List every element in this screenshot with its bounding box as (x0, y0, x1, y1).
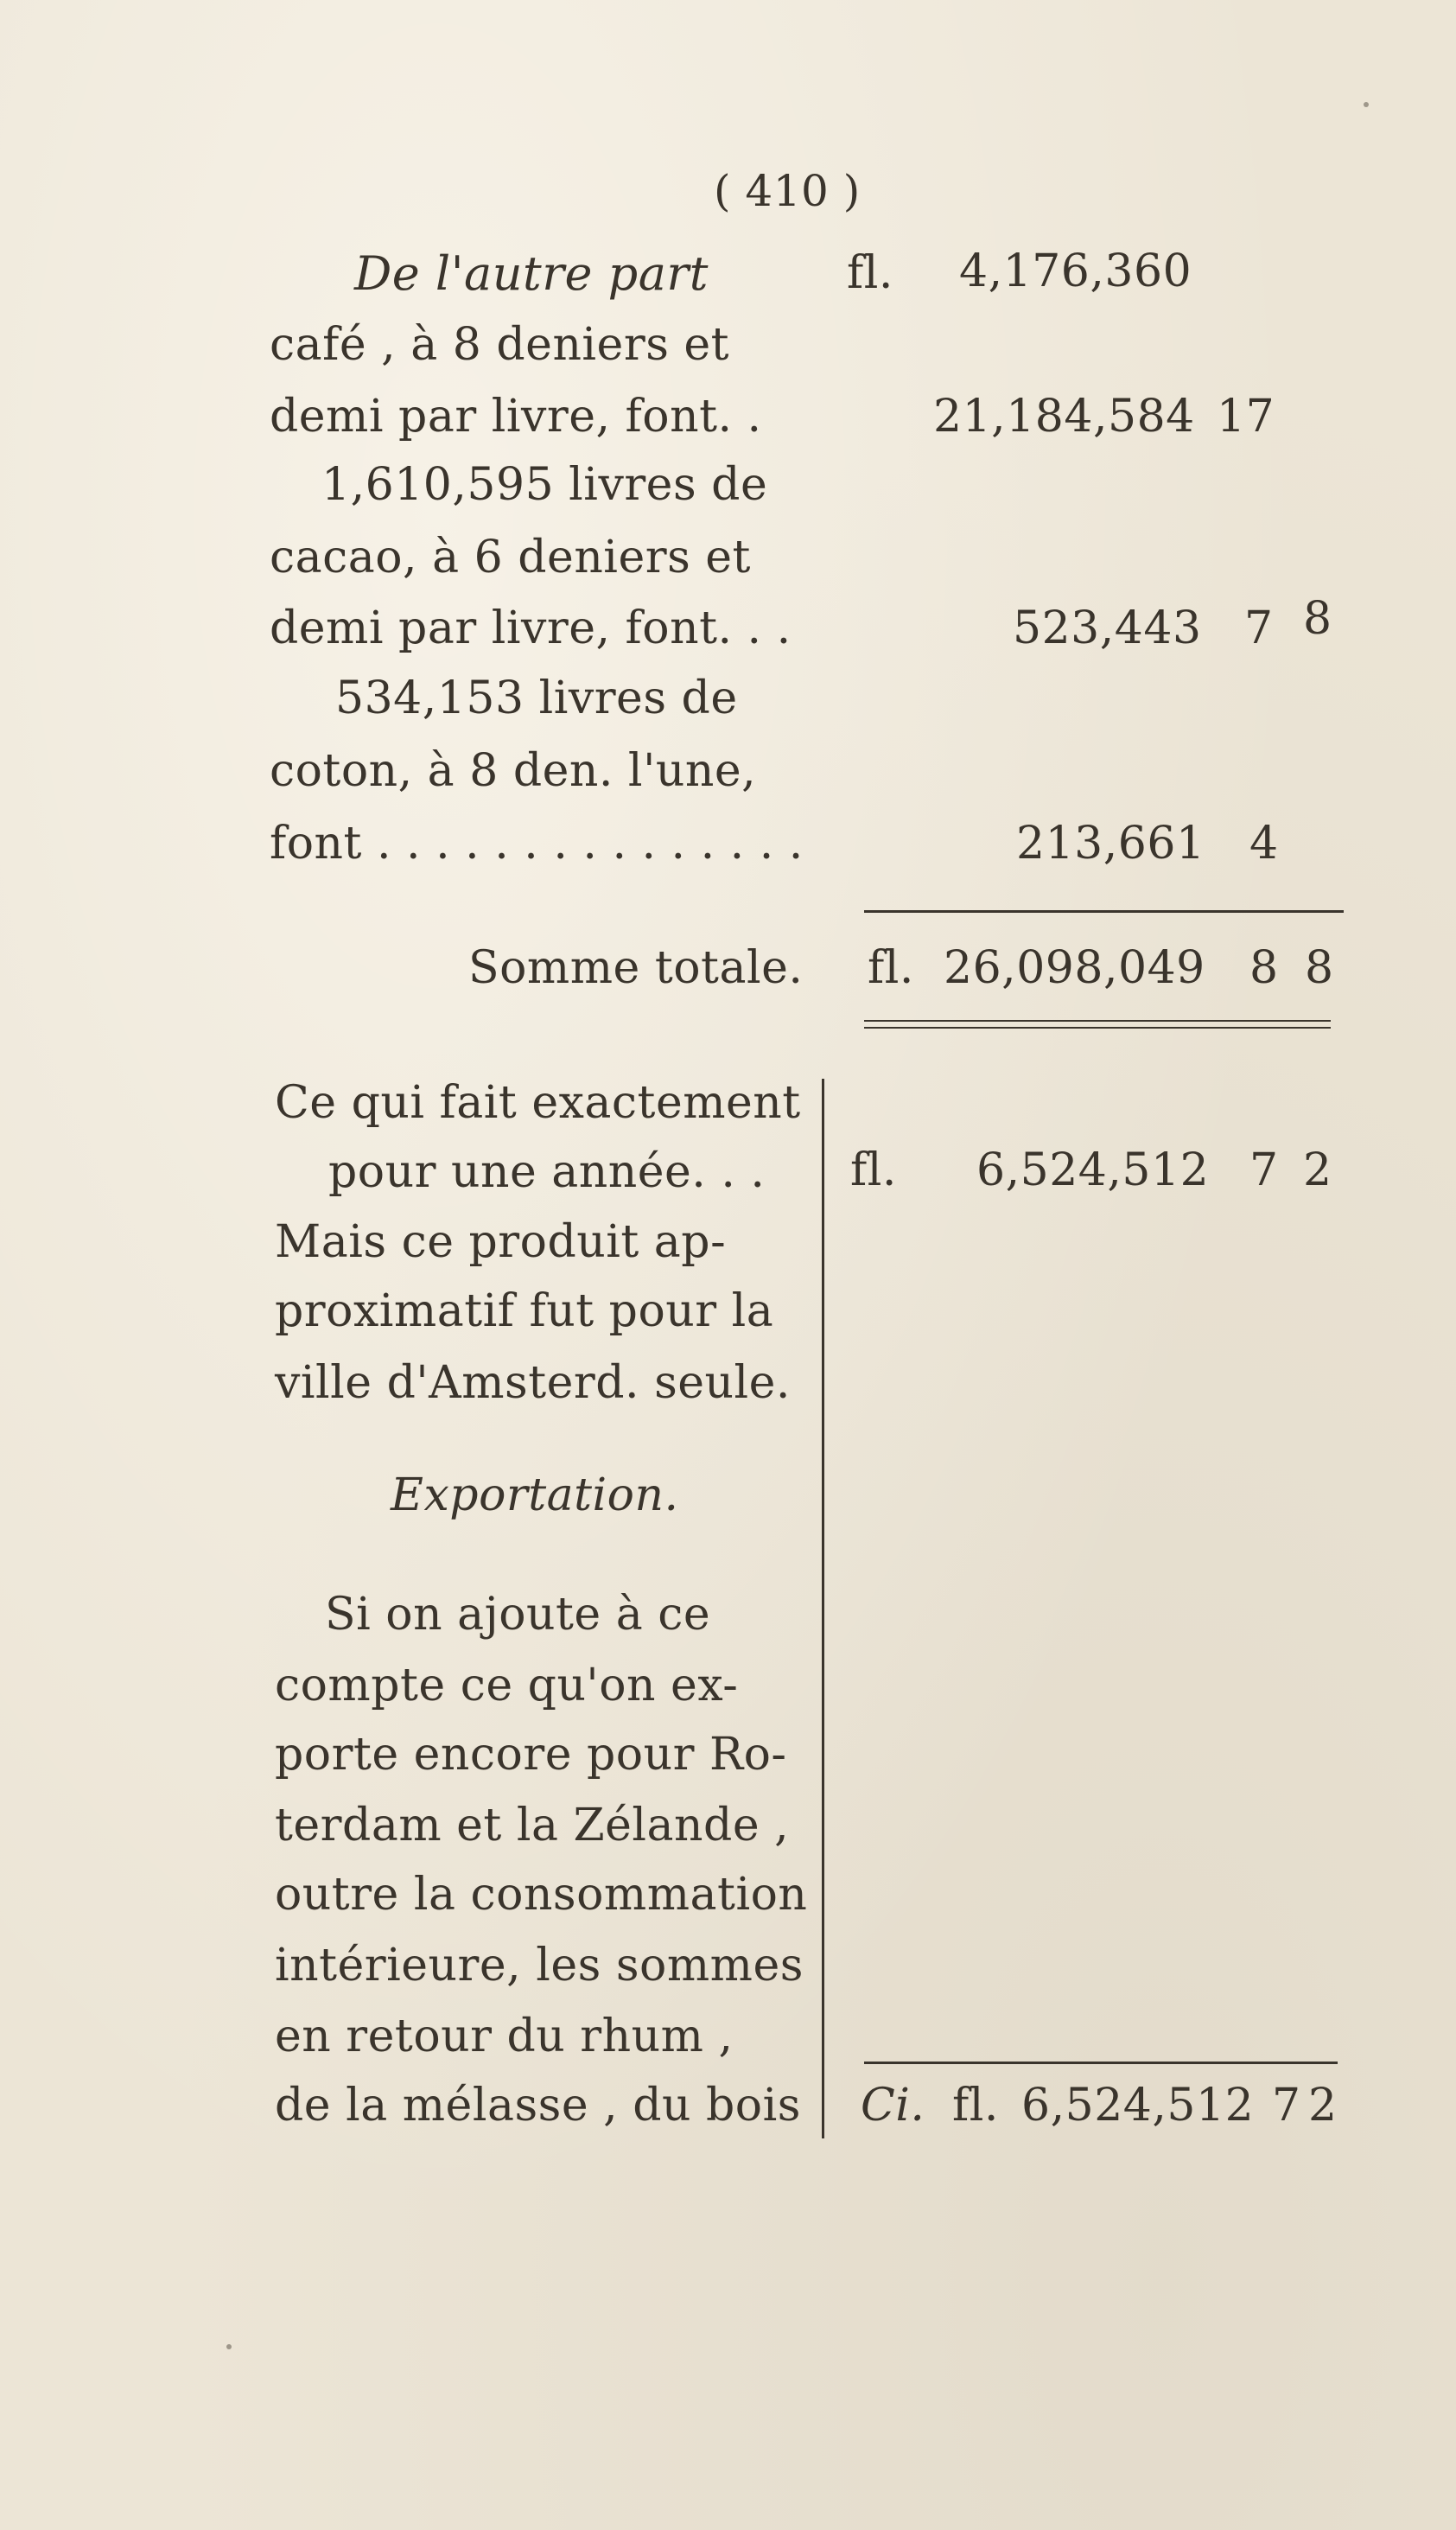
export-line-4: terdam et la Zélande , (275, 1800, 790, 1851)
annual-line-4: proximatif fut pour la (275, 1285, 774, 1337)
ink-speck (226, 2344, 232, 2349)
carry-forward-rule (864, 2062, 1338, 2064)
annual-line-3: Mais ce produit ap- (275, 1216, 727, 1268)
item-3-sous: 4 (1249, 818, 1279, 870)
carried-amount: 4,176,360 (959, 245, 1192, 297)
item-2-deniers: 8 (1303, 593, 1332, 645)
total-amount: 26,098,049 (944, 942, 1205, 994)
item-2-line-1: 1,610,595 livres de (321, 459, 768, 511)
item-3-line-3: font . . . . . . . . . . . . . . . (270, 818, 804, 870)
export-line-5: outre la consommation (275, 1869, 808, 1921)
export-line-1: Si on ajoute à ce (325, 1589, 711, 1641)
ink-speck (1364, 102, 1369, 107)
item-2-line-3: demi par livre, font. . . (270, 602, 792, 654)
total-double-rule-2 (864, 1027, 1331, 1029)
carried-label: De l'autre part (354, 246, 709, 301)
export-line-3: porte encore pour Ro- (275, 1729, 787, 1781)
carry-forward-currency: fl. (952, 2080, 999, 2132)
export-line-2: compte ce qu'on ex- (275, 1660, 739, 1711)
page-number: ( 410 ) (714, 166, 861, 216)
annual-currency: fl. (850, 1144, 897, 1196)
total-deniers: 8 (1305, 942, 1334, 994)
carry-forward-amount: 6,524,512 (1021, 2080, 1255, 2132)
annual-line-5: ville d'Amsterd. seule. (275, 1357, 791, 1409)
item-3-line-1: 534,153 livres de (335, 672, 738, 724)
item-1-line-2: demi par livre, font. . (270, 391, 762, 443)
item-3-line-2: coton, à 8 den. l'une, (270, 745, 757, 797)
item-1-line-1: café , à 8 deniers et (270, 319, 730, 371)
annual-sous: 7 (1249, 1144, 1279, 1196)
export-line-8: de la mélasse , du bois (275, 2080, 801, 2132)
section-heading: Exportation. (391, 1469, 679, 1521)
item-1-amount: 21,184,584 (933, 391, 1195, 443)
item-3-amount: 213,661 (1016, 818, 1205, 870)
sum-rule-top (864, 910, 1344, 913)
carried-currency: fl. (847, 247, 893, 299)
annual-deniers: 2 (1303, 1144, 1332, 1196)
export-line-7: en retour du rhum , (275, 2011, 734, 2062)
column-divider (822, 1079, 824, 2138)
item-2-line-2: cacao, à 6 deniers et (270, 532, 751, 583)
total-label: Somme totale. (468, 942, 804, 994)
annual-line-1: Ce qui fait exactement (275, 1077, 801, 1129)
total-currency: fl. (868, 942, 914, 994)
annual-amount: 6,524,512 (976, 1144, 1210, 1196)
item-1-sous: 17 (1217, 391, 1275, 443)
carry-forward-deniers: 2 (1308, 2080, 1338, 2132)
carry-forward-sous: 7 (1272, 2080, 1301, 2132)
item-2-amount: 523,443 (1013, 602, 1202, 654)
carry-forward-label: Ci. (861, 2080, 925, 2132)
annual-line-2: pour une année. . . (328, 1146, 766, 1198)
total-sous: 8 (1249, 942, 1279, 994)
total-double-rule-1 (864, 1020, 1331, 1022)
item-2-sous: 7 (1244, 602, 1274, 654)
export-line-6: intérieure, les sommes (275, 1940, 804, 1991)
